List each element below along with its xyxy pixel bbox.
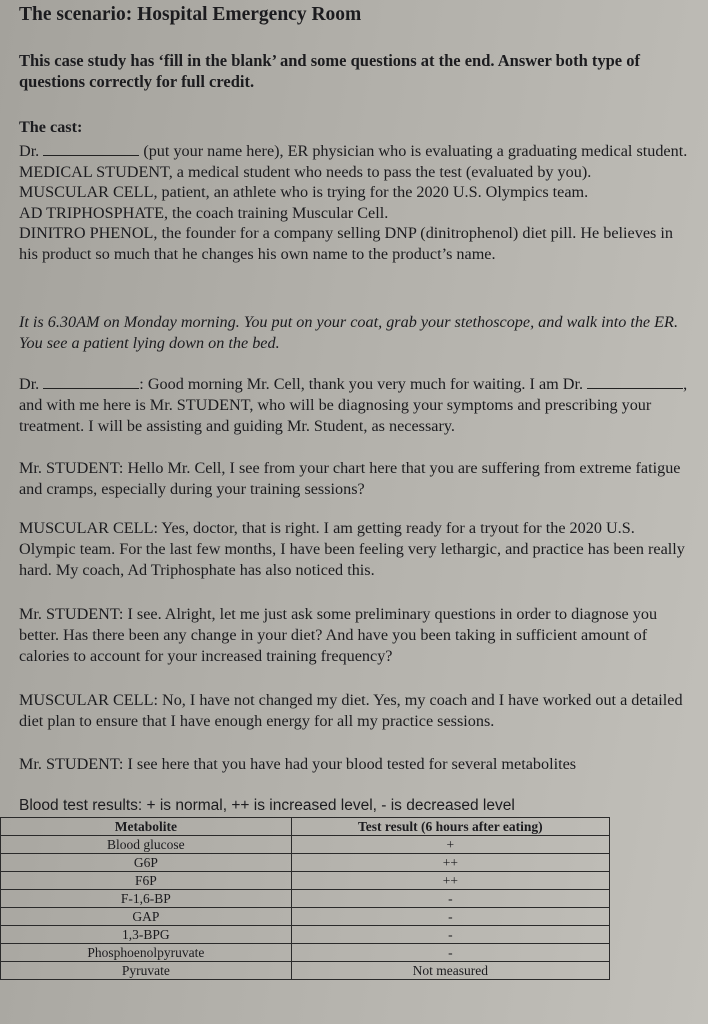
- dr-prefix: Dr.: [19, 142, 40, 160]
- table-header-row: [1, 818, 610, 836]
- column-header-metabolite: Metabolite: [1, 818, 292, 836]
- table-row: [1, 872, 610, 890]
- dialogue-cell-2: MUSCULAR CELL: No, I have not changed my diet. Yes, my coach and I have worked out a detailed diet plan to ensure that I have enough energy for all my practice sessions.: [19, 691, 683, 730]
- dialogue-student-1: Mr. STUDENT: Hello Mr. Cell, I see from your chart here that you are suffering from extreme fatigue and cramps, especially during your training sessions?: [19, 459, 681, 498]
- cast-item-cell: MUSCULAR CELL, patient, an athlete who is trying for the 2020 U.S. Olympics team.: [19, 183, 589, 201]
- name-blank-line: [43, 141, 139, 156]
- result-cell: -: [291, 944, 609, 962]
- cast-heading: The cast:: [19, 118, 83, 136]
- metabolite-cell: F6P: [1, 872, 292, 890]
- cast-item-doctor: [19, 141, 691, 162]
- metabolite-cell: Blood glucose: [1, 836, 292, 854]
- dialogue-doctor-part2: , and with me here is Mr. STUDENT, who will be diagnosing your symptoms and prescribing your treatment. I will be assisting and guiding Mr. Student, as necessary.: [19, 375, 688, 435]
- table-row: [1, 836, 610, 854]
- result-cell: ++: [291, 854, 609, 872]
- dialogue-cell-1: MUSCULAR CELL: Yes, doctor, that is right. I am getting ready for a tryout for the 2020 U.S. Olympic team. For the last few months, I have been feeling very lethargic, and practice has been really hard. My coach, Ad Triphosphate has also noticed this.: [19, 519, 685, 579]
- table-row: [1, 890, 610, 908]
- result-cell: Not measured: [291, 962, 609, 980]
- dr-prefix: Dr.: [19, 375, 40, 393]
- cast-item-student: MEDICAL STUDENT, a medical student who needs to pass the test (evaluated by you).: [19, 162, 592, 181]
- result-cell: -: [291, 926, 609, 944]
- metabolite-cell: F-1,6-BP: [1, 890, 292, 908]
- metabolite-cell: 1,3-BPG: [1, 926, 292, 944]
- column-header-result: Test result (6 hours after eating): [291, 818, 609, 836]
- dr-description: (put your name here), ER physician who is evaluating a graduating medical student.: [143, 142, 688, 160]
- dialogue-doctor: [19, 374, 691, 437]
- cast-list: [19, 141, 691, 264]
- table-row: [1, 944, 610, 962]
- dialogue-student-3: Mr. STUDENT: I see here that you have had your blood tested for several metabolites: [19, 755, 577, 773]
- result-cell: -: [291, 908, 609, 926]
- table-row: [1, 962, 610, 980]
- table-caption: Blood test results: + is normal, ++ is increased level, - is decreased level: [19, 797, 515, 814]
- blood-test-table: [0, 817, 610, 980]
- result-cell: ++: [291, 872, 609, 890]
- page-title: The scenario: Hospital Emergency Room: [19, 4, 362, 25]
- dialogue-doctor-part1: : Good morning Mr. Cell, thank you very much for waiting. I am Dr.: [139, 375, 584, 393]
- name-blank-line: [587, 374, 683, 389]
- cast-item-dnp: DINITRO PHENOL, the founder for a company selling DNP (dinitrophenol) diet pill. He believes in his product so much that he changes his own name to the product’s name.: [19, 224, 673, 263]
- result-cell: -: [291, 890, 609, 908]
- intro-paragraph: This case study has ‘fill in the blank’ and some questions at the end. Answer both type of questions correctly for full credit.: [19, 51, 640, 91]
- table-row: [1, 926, 610, 944]
- metabolite-cell: Pyruvate: [1, 962, 292, 980]
- name-blank-line: [43, 374, 139, 389]
- table-row: [1, 908, 610, 926]
- metabolite-cell: GAP: [1, 908, 292, 926]
- dialogue-student-2: Mr. STUDENT: I see. Alright, let me just ask some preliminary questions in order to diagnose you better. Has there been any change in your diet? And have you been taking in sufficient amount of calories to account for your increased training frequency?: [19, 605, 658, 665]
- cast-item-coach: AD TRIPHOSPHATE, the coach training Muscular Cell.: [19, 203, 389, 222]
- scene-paragraph: It is 6.30AM on Monday morning. You put on your coat, grab your stethoscope, and walk into the ER. You see a patient lying down on the bed.: [19, 313, 678, 352]
- metabolite-cell: Phosphoenolpyruvate: [1, 944, 292, 962]
- table-row: [1, 854, 610, 872]
- metabolite-cell: G6P: [1, 854, 292, 872]
- result-cell: +: [291, 836, 609, 854]
